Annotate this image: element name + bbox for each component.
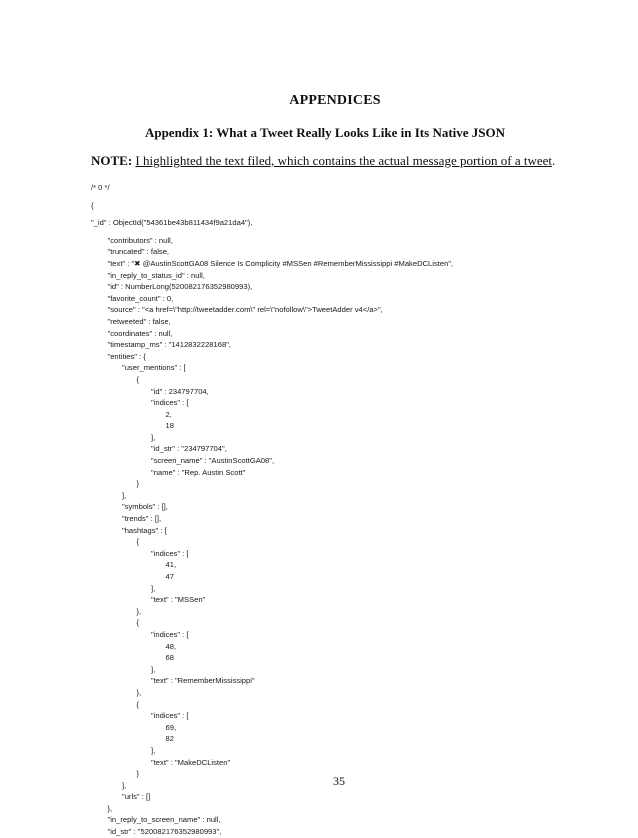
code-line: "indices" : [: [151, 548, 189, 558]
code-line: "indices" : [: [151, 711, 189, 721]
page-number: 35: [333, 774, 345, 788]
code-line: "screen_name" : "AustinScottGA08",: [151, 456, 275, 466]
code-line: "retweeted" : false,: [107, 316, 171, 326]
code-line: {: [136, 537, 140, 547]
code-line: "text" : "RememberMississippi": [151, 676, 255, 686]
note-period: .: [552, 153, 556, 168]
code-line: "indices" : [: [151, 398, 189, 408]
code-line: 47: [165, 572, 174, 581]
code-line: {: [136, 374, 140, 384]
code-line: "user_mentions" : [: [122, 363, 186, 373]
code-line: 41,: [165, 560, 177, 570]
code-line: 2,: [165, 409, 172, 419]
json-code-block: [91, 182, 453, 838]
code-line: "indices" : [: [151, 629, 189, 639]
code-line: "id_str" : "520082176352980993",: [107, 827, 222, 837]
code-line: "contributors" : null,: [107, 235, 173, 245]
code-line: {: [136, 699, 140, 709]
code-line: ],: [151, 664, 156, 674]
code-line: ],: [122, 780, 127, 790]
code-line: "symbols" : [],: [122, 502, 168, 512]
code-line: {: [136, 618, 140, 628]
code-line: "id_str" : "234797704",: [151, 444, 227, 454]
code-line: "coordinates" : null,: [107, 328, 173, 338]
code-line: "id" : 234797704,: [151, 386, 209, 396]
code-line: "favorite_count" : 0,: [107, 293, 174, 303]
code-line: },: [136, 687, 142, 697]
code-line: "text" : "MakeDCListen": [151, 757, 231, 767]
code-line: ],: [151, 432, 156, 442]
code-line: 68: [165, 653, 174, 663]
code-line: 82: [165, 734, 174, 744]
code-line: }: [136, 479, 140, 489]
code-line: {: [91, 200, 94, 210]
code-line: /* 0 */: [91, 183, 110, 192]
page-title: APPENDICES: [289, 93, 381, 108]
code-line: ],: [122, 490, 127, 500]
code-line: "text" : "MSSen": [151, 595, 206, 605]
code-line: "id" : NumberLong(520082176352980993),: [107, 282, 253, 292]
code-line: "hashtags" : [: [122, 525, 167, 535]
code-line: },: [107, 803, 113, 813]
code-line: "text" : "✖ @AustinScottGA08 Silence Is Complicity #MSSen #RememberMississippi #MakeDCListen",: [107, 258, 454, 268]
code-line: "timestamp_ms" : "1412832228168",: [107, 340, 231, 350]
note-label: NOTE:: [91, 153, 133, 168]
code-line: ],: [151, 583, 156, 593]
code-line: "_id" : ObjectId("54361be43b811434f9a21da4"),: [91, 218, 253, 228]
note-paragraph: [91, 153, 561, 169]
appendix-title: Appendix 1: What a Tweet Really Looks Like in Its Native JSON: [144, 125, 506, 140]
code-line: 69,: [165, 722, 177, 732]
code-line: "entities" : {: [107, 351, 146, 361]
note-text: I highlighted the text filed, which contains the actual message portion of a tweet: [135, 153, 553, 168]
code-line: "source" : "<a href=\"http://tweetadder.com\" rel=\"nofollow\">TweetAdder v4</a>",: [107, 305, 383, 315]
code-line: "name" : "Rep. Austin Scott": [151, 467, 246, 477]
code-line: }: [136, 769, 140, 779]
code-line: "trends" : [],: [122, 514, 162, 524]
code-line: "truncated" : false,: [107, 247, 170, 257]
code-line: 18: [165, 421, 174, 431]
code-line: "urls" : []: [122, 792, 151, 802]
code-line: },: [136, 606, 142, 616]
code-line: 48,: [165, 641, 177, 651]
code-line: ],: [151, 745, 156, 755]
code-line: "in_reply_to_screen_name" : null,: [107, 815, 221, 825]
code-line: "in_reply_to_status_id" : null,: [107, 270, 205, 280]
